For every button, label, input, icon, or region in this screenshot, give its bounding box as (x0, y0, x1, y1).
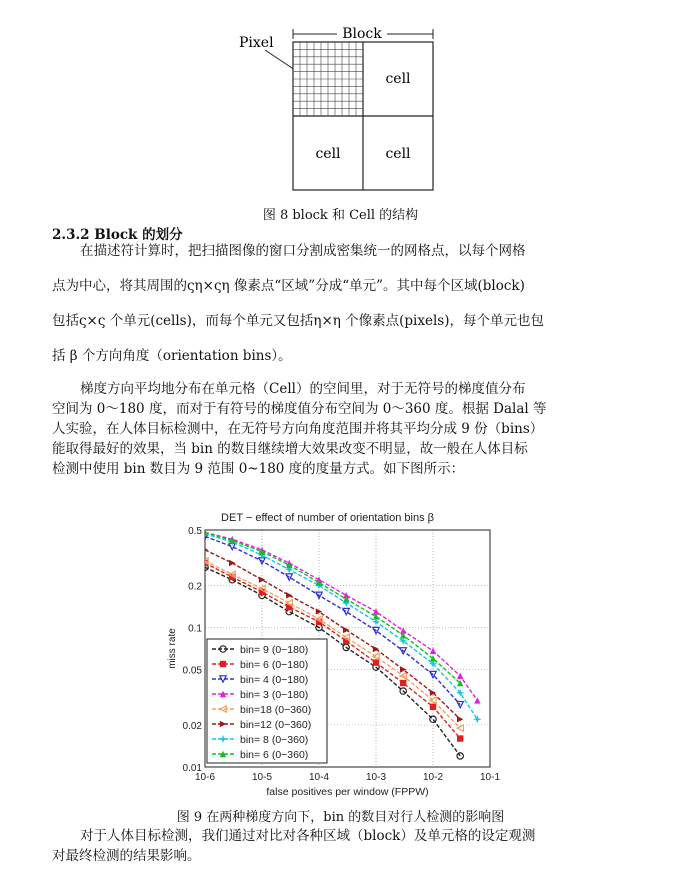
cell-label: cell (385, 71, 411, 87)
data-point (474, 697, 480, 703)
legend-label: bin= 9 (0−180) (240, 644, 309, 656)
legend-label: bin= 3 (0−180) (240, 689, 309, 701)
paragraph-1 (52, 241, 642, 381)
para2-line: 梯度方向平均地分布在单元格（Cell）的空间里，对于无符号的梯度值分布 (80, 381, 526, 397)
pixel-label: Pixel (239, 35, 274, 51)
para2-line: 人实验，在人体目标检测中，在无符号方向角度范围并将其平均分成 9 份（bins） (52, 421, 544, 437)
data-point (400, 680, 406, 686)
para3-line: 对最终检测的结果影响。 (52, 848, 201, 864)
y-tick-label: 0.01 (182, 763, 202, 774)
x-tick-label: 10-4 (308, 772, 330, 783)
data-point (430, 704, 436, 710)
block-cell-diagram (225, 20, 445, 200)
legend-label: bin= 6 (0−360) (240, 749, 309, 761)
x-axis-label: false positives per window (FPPW) (266, 786, 429, 798)
chart-legend (207, 639, 327, 763)
det-chart (160, 505, 505, 800)
para1-line: 点为中心，将其周围的ςη×ςη 像素点“区域”分成“单元”。其中每个区域(block) (52, 278, 525, 294)
data-point (457, 735, 463, 741)
data-point (457, 716, 463, 722)
data-point (457, 673, 463, 679)
para2-line: 能取得最好的效果，当 bin 的数目继续增大效果改变不明显，故一般在人体目标 (52, 441, 528, 457)
data-point (473, 715, 481, 723)
y-axis-label: miss rate (167, 628, 178, 669)
para2-line: 检测中使用 bin 数目为 9 范围 0~180 度的度量方式。如下图所示： (52, 461, 465, 477)
x-tick-label: 10-5 (251, 772, 273, 783)
x-tick-label: 10-3 (365, 772, 387, 783)
y-tick-label: 0.02 (182, 721, 202, 733)
data-point (373, 659, 379, 665)
paragraph-2 (52, 379, 642, 479)
figure8-caption: 图 8 block 和 Cell 的结构 (262, 208, 419, 223)
data-point (229, 560, 235, 566)
cell-label: cell (385, 146, 411, 162)
data-point (286, 592, 292, 598)
legend-label: bin=18 (0−360) (240, 704, 312, 716)
legend-label: bin=12 (0−360) (240, 719, 312, 731)
para1-line: 在描述符计算时，把扫描图像的窗口分割成密集统一的网格点，以每个网格 (80, 243, 526, 259)
chart-title: DET − effect of number of orientation bins β (221, 512, 434, 524)
legend-label: bin= 6 (0−180) (240, 659, 309, 671)
legend-marker (220, 661, 226, 667)
x-tick-label: 10-6 (194, 772, 216, 783)
legend-label: bin= 8 (0−360) (240, 734, 309, 746)
data-point (456, 689, 464, 697)
data-point (457, 753, 463, 759)
y-tick-label: 0.1 (188, 623, 202, 635)
y-tick-label: 0.5 (188, 526, 202, 537)
x-tick-label: 10-1 (479, 772, 501, 783)
para2-line: 空间为 0～180 度，而对于有符号的梯度值分布空间为 0～360 度。根据 Dalal 等 (52, 401, 547, 417)
figure9-caption: 图 9 在两种梯度方向下，bin 的数目对行人检测的影响图 (176, 810, 505, 825)
y-tick-label: 0.2 (188, 581, 202, 593)
para3-line: 对于人体目标检测，我们通过对比对各种区域（block）及单元格的设定观测 (80, 828, 536, 844)
x-tick-label: 10-2 (422, 772, 444, 783)
para1-line: 括 β 个方向角度（orientation bins）。 (52, 348, 292, 364)
section-heading: 2.3.2 Block 的划分 (52, 227, 183, 243)
cell-label: cell (315, 146, 341, 162)
paragraph-3 (52, 826, 642, 866)
y-tick-label: 0.05 (182, 665, 202, 677)
block-label: Block (342, 26, 382, 42)
legend-label: bin= 4 (0−180) (240, 674, 309, 686)
para1-line: 包括ς×ς 个单元(cells)，而每个单元又包括η×η 个像素点(pixels)，每个单元也包 (52, 313, 544, 329)
